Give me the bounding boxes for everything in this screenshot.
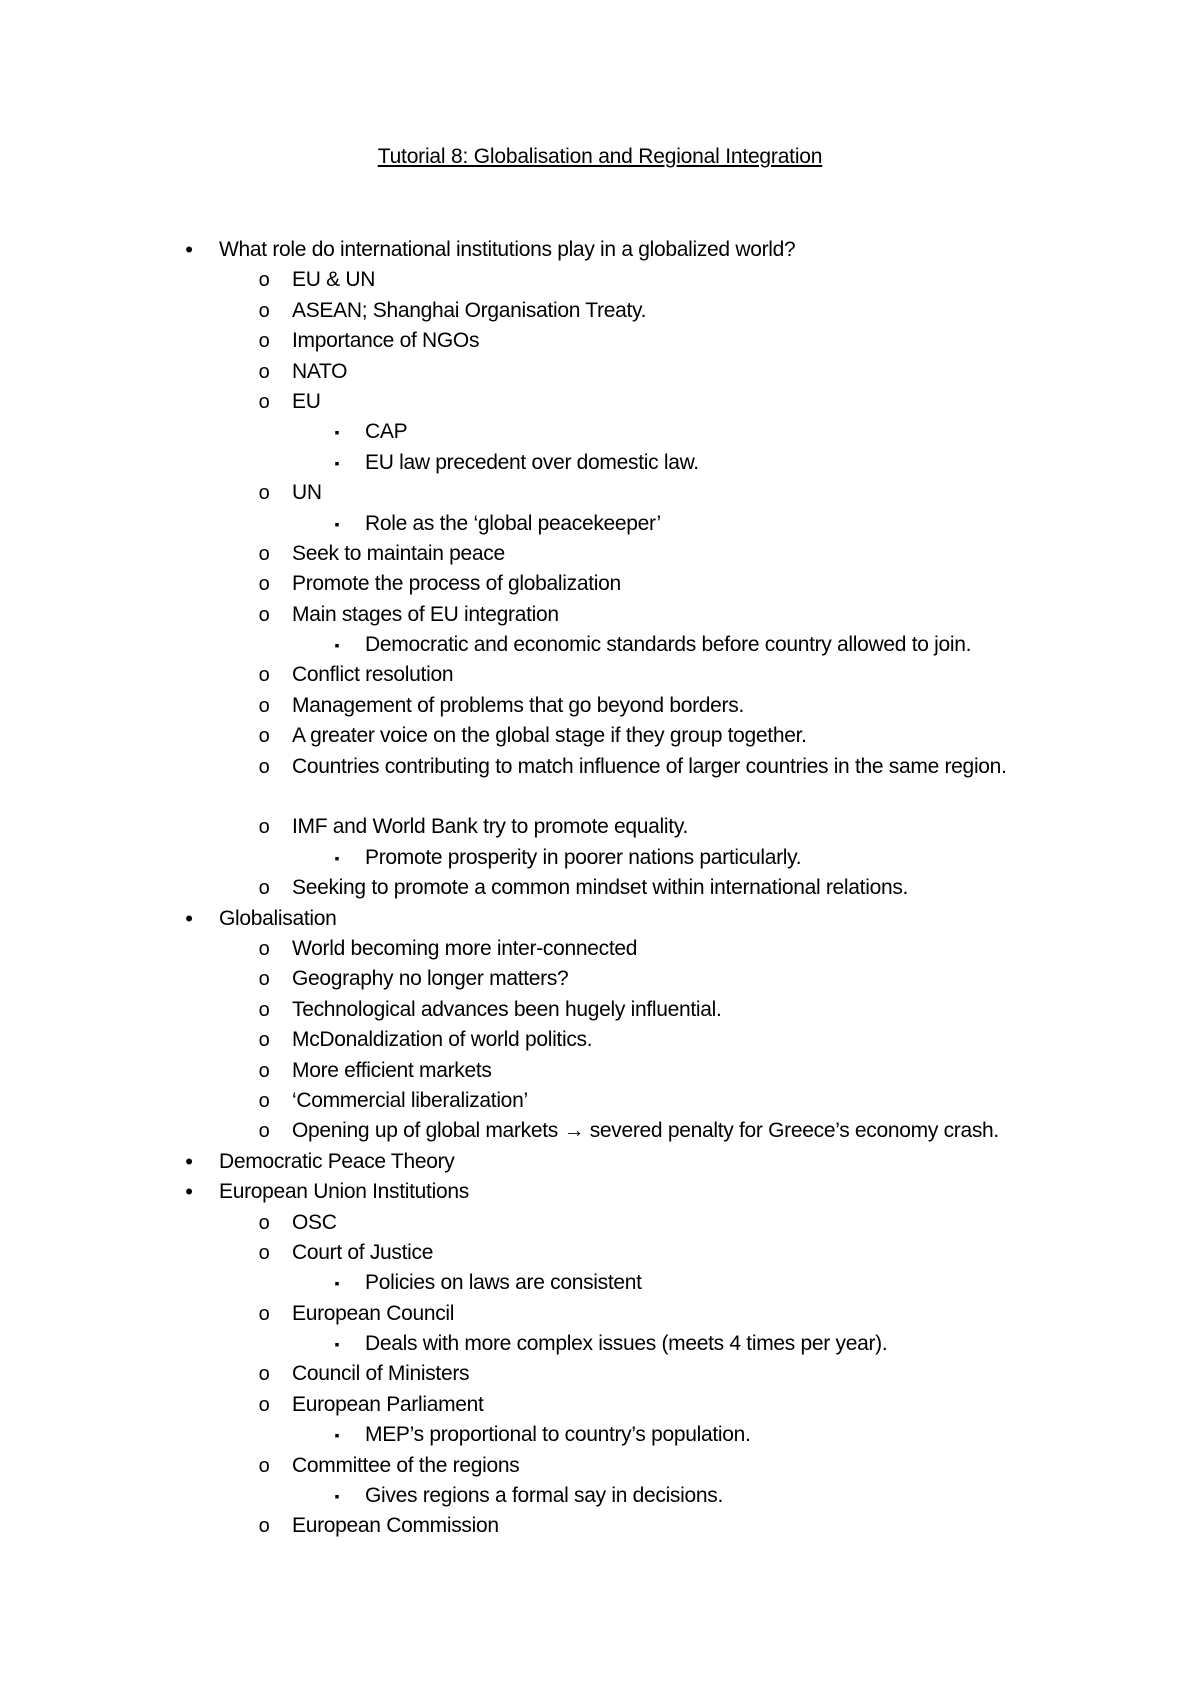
list-item-text: Opening up of global markets → severed penalty for Greece’s economy crash. xyxy=(292,1119,999,1143)
list-item-text: A greater voice on the global stage if they group together. xyxy=(292,724,807,748)
list-item xyxy=(0,752,1200,813)
list-item-text: Importance of NGOs xyxy=(292,329,480,353)
list-item xyxy=(0,1390,1200,1420)
bullet-icon: o xyxy=(258,1089,270,1112)
list-item-text: Role as the ‘global peacekeeper’ xyxy=(365,511,661,535)
bullet-icon: o xyxy=(258,482,270,505)
bullet-icon: o xyxy=(258,1363,270,1386)
list-item xyxy=(0,600,1200,630)
bullet-icon: o xyxy=(258,603,270,626)
list-item-text: Gives regions a formal say in decisions. xyxy=(365,1484,723,1508)
bullet-icon: ▪ xyxy=(334,637,340,654)
list-item-text: Geography no longer matters? xyxy=(292,967,569,991)
list-item-text: More efficient markets xyxy=(292,1058,492,1082)
list-item xyxy=(0,1481,1200,1511)
list-item xyxy=(0,630,1200,660)
list-item-text: European Commission xyxy=(292,1514,499,1538)
list-item-text: European Union Institutions xyxy=(219,1180,469,1204)
bullet-icon: o xyxy=(258,968,270,991)
list-item xyxy=(0,387,1200,417)
bullet-icon: o xyxy=(258,664,270,687)
list-item-text: EU law precedent over domestic law. xyxy=(365,450,699,474)
bullet-icon: • xyxy=(185,237,193,262)
list-item-text: Main stages of EU integration xyxy=(292,602,559,626)
bullet-icon: ▪ xyxy=(334,849,340,866)
bullet-icon: o xyxy=(258,299,270,322)
list-item-text: MEP’s proportional to country’s population. xyxy=(365,1423,751,1447)
list-item-text: Seeking to promote a common mindset within international relations. xyxy=(292,876,909,900)
list-item xyxy=(0,1208,1200,1238)
document-title: Tutorial 8: Globalisation and Regional Integration xyxy=(377,145,823,168)
list-item xyxy=(0,660,1200,690)
bullet-icon: o xyxy=(258,269,270,292)
list-item xyxy=(0,873,1200,903)
bullet-icon: o xyxy=(258,1211,270,1234)
list-item-text: Seek to maintain peace xyxy=(292,541,505,565)
list-item-text: McDonaldization of world politics. xyxy=(292,1028,593,1052)
bullet-icon: • xyxy=(185,1148,193,1174)
bullet-icon: o xyxy=(258,816,270,839)
list-item xyxy=(0,995,1200,1025)
bullet-icon: ▪ xyxy=(334,454,340,471)
list-item xyxy=(0,1177,1200,1207)
list-item-text: UN xyxy=(292,481,322,505)
list-item xyxy=(0,1086,1200,1116)
bullet-icon: o xyxy=(258,755,270,778)
bullet-icon: o xyxy=(258,1515,270,1538)
bullet-icon: o xyxy=(258,1454,270,1477)
bullet-icon: ▪ xyxy=(334,1275,340,1292)
list-item-text: Technological advances been hugely influential. xyxy=(292,997,722,1021)
list-item xyxy=(0,1025,1200,1055)
list-item-text: European Council xyxy=(292,1301,455,1325)
list-item xyxy=(0,265,1200,295)
list-item xyxy=(0,326,1200,356)
list-item xyxy=(0,1116,1200,1146)
list-item-text: Policies on laws are consistent xyxy=(365,1271,642,1295)
list-item-text: Council of Ministers xyxy=(292,1362,470,1386)
list-item xyxy=(0,357,1200,387)
bullet-icon: ▪ xyxy=(334,424,340,441)
list-item xyxy=(0,1451,1200,1481)
list-item-text: European Parliament xyxy=(292,1392,484,1416)
bullet-icon: ▪ xyxy=(334,515,340,532)
bullet-icon: o xyxy=(258,1029,270,1052)
list-item-text: EU & UN xyxy=(292,268,376,292)
list-item-text: IMF and World Bank try to promote equality. xyxy=(292,815,688,839)
bullet-icon: o xyxy=(258,725,270,748)
bullet-icon: • xyxy=(185,905,193,931)
list-item-text: ASEAN; Shanghai Organisation Treaty. xyxy=(292,298,647,322)
list-item-text: Democratic and economic standards before country allowed to join. xyxy=(365,633,972,657)
bullet-icon: o xyxy=(258,1302,270,1325)
list-item xyxy=(0,691,1200,721)
list-item-text: Conflict resolution xyxy=(292,663,454,687)
list-item-text: Promote the process of globalization xyxy=(292,572,621,596)
list-item xyxy=(0,1511,1200,1541)
bullet-icon: ▪ xyxy=(334,1488,340,1505)
list-item xyxy=(0,1147,1200,1177)
bullet-icon: o xyxy=(258,1120,270,1143)
list-item-text: CAP xyxy=(365,420,408,444)
list-item-text: Democratic Peace Theory xyxy=(219,1149,455,1173)
bullet-icon: o xyxy=(258,1059,270,1082)
list-item xyxy=(0,721,1200,751)
list-item-text: Court of Justice xyxy=(292,1240,434,1264)
list-item xyxy=(0,235,1200,265)
list-item xyxy=(0,1299,1200,1329)
bullet-icon: o xyxy=(258,360,270,383)
bullet-icon: o xyxy=(258,1393,270,1416)
bullet-icon: ▪ xyxy=(334,1427,340,1444)
list-item-text: NATO xyxy=(292,359,348,383)
bullet-icon: o xyxy=(258,390,270,413)
list-item xyxy=(0,1056,1200,1086)
bullet-icon: o xyxy=(258,1241,270,1264)
list-item xyxy=(0,1268,1200,1298)
list-item-text: Promote prosperity in poorer nations particularly. xyxy=(365,845,802,869)
list-item-text: EU xyxy=(292,389,321,413)
list-item-text: Deals with more complex issues (meets 4 times per year). xyxy=(365,1332,888,1356)
bullet-icon: • xyxy=(185,1179,193,1205)
list-item-text: Globalisation xyxy=(219,906,337,930)
list-item-text: What role do international institutions play in a globalized world? xyxy=(219,238,796,261)
bullet-icon: o xyxy=(258,542,270,565)
list-item xyxy=(0,812,1200,842)
list-item xyxy=(0,934,1200,964)
list-item xyxy=(0,509,1200,539)
list-item-text: Countries contributing to match influence of larger countries in the same region. xyxy=(292,754,1007,778)
outline-list xyxy=(0,235,1200,1542)
list-item-text: Committee of the regions xyxy=(292,1453,520,1477)
list-item xyxy=(0,478,1200,508)
list-item-text: ‘Commercial liberalization’ xyxy=(292,1088,528,1112)
bullet-icon: o xyxy=(258,330,270,353)
list-item xyxy=(0,296,1200,326)
list-item xyxy=(0,448,1200,478)
list-item xyxy=(0,539,1200,569)
bullet-icon: o xyxy=(258,877,270,900)
list-item-text: Management of problems that go beyond borders. xyxy=(292,693,744,717)
list-item xyxy=(0,843,1200,873)
list-item xyxy=(0,1329,1200,1359)
list-item xyxy=(0,1359,1200,1389)
list-item xyxy=(0,1420,1200,1450)
list-item xyxy=(0,417,1200,447)
bullet-icon: o xyxy=(258,694,270,717)
list-item-text: OSC xyxy=(292,1210,337,1234)
bullet-icon: o xyxy=(258,998,270,1021)
bullet-icon: o xyxy=(258,938,270,960)
list-item xyxy=(0,904,1200,934)
bullet-icon: ▪ xyxy=(334,1336,340,1353)
list-item xyxy=(0,569,1200,599)
list-item-text: World becoming more inter-connected xyxy=(292,937,638,960)
bullet-icon: o xyxy=(258,573,270,596)
list-item xyxy=(0,964,1200,994)
list-item xyxy=(0,1238,1200,1268)
